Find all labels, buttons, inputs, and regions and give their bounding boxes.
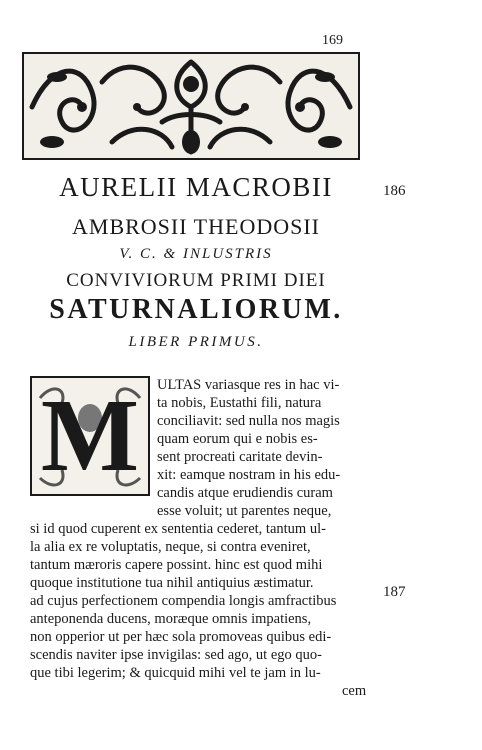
text-line: scendis naviter ipse invigilas: sed ago, ut ego quo-: [30, 647, 322, 663]
title-author-name: AURELII MACROBII: [59, 172, 333, 202]
title-honorific: V. C. & INLUSTRIS: [119, 246, 273, 262]
ornamental-headpiece-icon: [22, 52, 360, 160]
text-line: quam eorum qui e nobis es-: [157, 431, 318, 447]
text-line: que tibi legerim; & quicquid mihi vel te jam in lu-: [30, 665, 321, 681]
text-line: xit: eamque nostram in his edu-: [157, 467, 341, 483]
text-line: ULTAS variasque res in hac vi-: [157, 377, 340, 393]
decorated-initial-m-icon: [30, 376, 150, 496]
margin-page-marker: 186: [383, 183, 406, 199]
text-line: quoque institutione tua nihil antiquius æstimatur.: [30, 575, 314, 591]
text-line: non opperior ut per hæc sola promoveas quibus edi-: [30, 629, 332, 645]
title-author-cognomen: AMBROSII THEODOSII: [72, 214, 320, 239]
text-line: cem: [342, 683, 367, 699]
text-line: ad cujus perfectionem compendia longis amfractibus: [30, 593, 337, 609]
text-line: conciliavit: sed nulla nos magis: [157, 413, 340, 429]
drop-cap-letter: M: [40, 378, 140, 493]
text-line: ta nobis, Eustathi fili, natura: [157, 395, 322, 411]
text-line: candis atque erudiendis curam: [157, 485, 333, 501]
text-line: si id quod cuperent ex sententia cederet, tantum ul-: [30, 521, 326, 537]
title-work-name: SATURNALIORUM.: [49, 294, 343, 325]
text-line: sent procreati caritate devin-: [157, 449, 323, 465]
text-line: anteponenda ducens, moræque omnis impatiens,: [30, 611, 312, 627]
book-heading: LIBER PRIMUS.: [128, 334, 264, 350]
margin-page-marker: 187: [383, 584, 406, 600]
text-line: la alia ex re voluptatis, neque, si contra eveniret,: [30, 539, 311, 555]
title-work-subtitle: CONVIVIORUM PRIMI DIEI: [66, 270, 326, 291]
text-line: esse voluit; ut parentes neque,: [157, 503, 332, 519]
page-number: 169: [322, 33, 343, 48]
text-line: tantum mæroris capere possint. hinc est quod mihi: [30, 557, 323, 573]
